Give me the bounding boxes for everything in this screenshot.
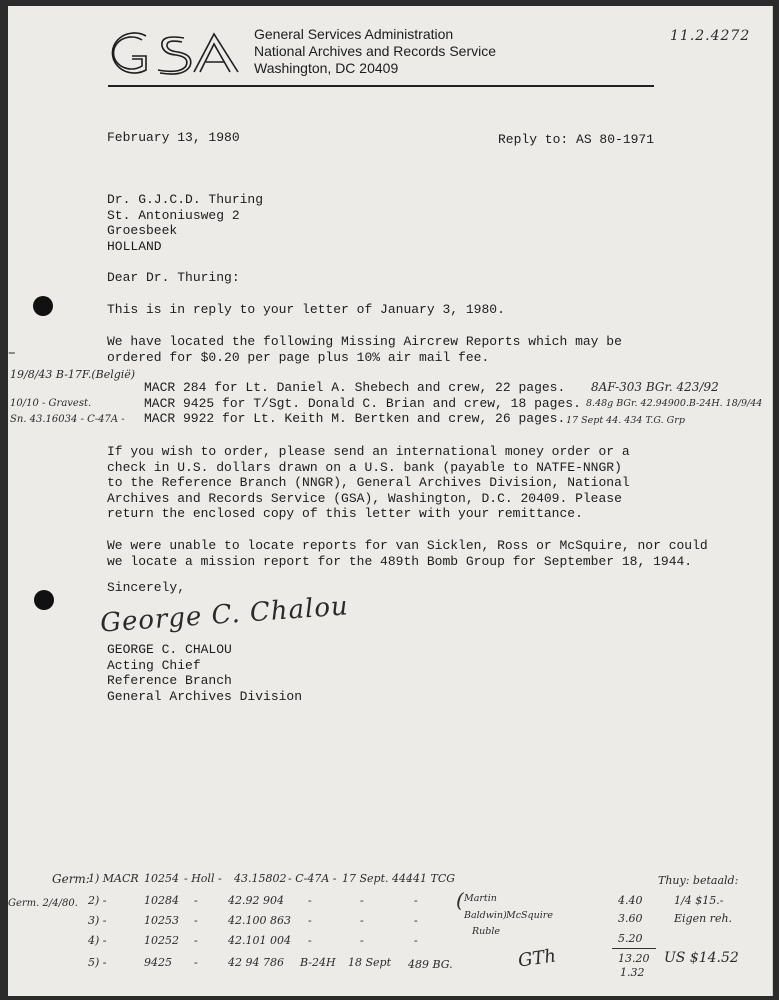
report-item: MACR 9922 for Lt. Keith M. Bertken and crew, 26 pages.	[144, 411, 566, 426]
margin-note: Sn. 43.16034 - C-47A -	[10, 414, 125, 425]
table-cell: -	[308, 914, 312, 927]
table-cell: -	[308, 894, 312, 907]
gsa-logo-icon	[106, 28, 242, 78]
crew-name: McSquire	[506, 910, 553, 921]
letter-date: February 13, 1980	[107, 130, 240, 145]
salutation: Dear Dr. Thuring:	[107, 270, 240, 285]
table-cell: -	[360, 934, 364, 947]
address-line: Groesbeek	[107, 223, 178, 238]
address-line: St. Antoniusweg 2	[107, 207, 240, 223]
margin-dash: –	[8, 343, 16, 361]
margin-note: 17 Sept 44. 434 T.G. Grp	[566, 415, 685, 426]
paragraph-unable-to-locate	[107, 538, 708, 569]
table-cell: 18 Sept	[348, 956, 392, 969]
table-cell: -	[194, 956, 198, 969]
file-reference-note: 11.2.4272	[670, 28, 751, 44]
table-cell: -	[414, 934, 418, 947]
table-cell: 10253	[144, 914, 179, 927]
table-cell: -	[194, 894, 198, 907]
crew-name: Baldwin)	[464, 910, 507, 921]
amount: 4.40	[618, 894, 643, 907]
table-cell: 9425	[144, 956, 172, 969]
margin-note: 8AF-303 BGr. 423/92	[591, 380, 719, 394]
amount-fee: 1.32	[620, 966, 645, 979]
paragraph-located	[107, 334, 622, 365]
signer-line: Reference Branch	[107, 673, 232, 688]
table-cell: 1) MACR	[88, 872, 139, 885]
table-cell: 10254	[144, 872, 179, 885]
table-cell: 489 BG.	[408, 958, 453, 971]
table-cell: 10252	[144, 934, 179, 947]
paragraph-line: check in U.S. dollars drawn on a U.S. bank (payable to NATFE-NNGR)	[107, 459, 622, 475]
paragraph-line: We have located the following Missing Aircrew Reports which may be	[107, 334, 622, 349]
reply-to-reference: Reply to: AS 80-1971	[498, 132, 655, 147]
margin-note: 19/8/43 B-17F.(België)	[10, 368, 136, 381]
table-cell: -	[194, 934, 198, 947]
table-cell: 42 94 786	[228, 956, 284, 969]
punch-hole-bottom	[34, 590, 54, 610]
address-line: HOLLAND	[107, 238, 162, 254]
table-cell: -	[360, 894, 364, 907]
margin-note: 10/10 - Gravest.	[10, 398, 92, 409]
table-cell: -	[414, 914, 418, 927]
amount: 3.60	[618, 912, 643, 925]
table-cell: B-24H	[300, 956, 336, 969]
report-item: MACR 284 for Lt. Daniel A. Shebech and crew, 22 pages.	[144, 380, 566, 395]
signer-block	[107, 642, 302, 704]
punch-hole-top	[33, 296, 53, 316]
amount: 5.20	[618, 932, 643, 945]
table-cell: 3) -	[88, 914, 107, 927]
agency-subname: National Archives and Records Service	[254, 43, 497, 59]
signer-line: General Archives Division	[107, 688, 303, 704]
table-cell: -	[308, 934, 312, 947]
signature: George C. Chalou	[99, 591, 350, 639]
paragraph-line: ordered for $0.20 per page plus 10% air mail fee.	[107, 349, 490, 365]
paragraph-line: We were unable to locate reports for van Sicklen, Ross or McSquire, nor could	[107, 538, 708, 553]
header-rule	[108, 85, 654, 87]
paragraph-line: return the enclosed copy of this letter with your remittance.	[107, 506, 583, 521]
table-cell: - Holl -	[184, 872, 222, 885]
amount-total: 13.20	[618, 952, 650, 965]
address-line: Dr. G.J.C.D. Thuring	[107, 192, 264, 207]
paragraph-line: Archives and Records Service (GSA), Washington, D.C. 20409. Please	[107, 490, 622, 506]
table-label: Germ. 2/4/80.	[8, 898, 78, 909]
table-cell: 43.15802	[234, 872, 287, 885]
table-cell: 42.92 904	[228, 894, 284, 907]
paragraph-order-instructions	[107, 444, 630, 522]
paragraph-intro: This is in reply to your letter of January 3, 1980.	[107, 302, 505, 317]
table-cell: 42.100 863	[228, 914, 291, 927]
table-cell: 5) -	[88, 956, 107, 969]
payment-note: 1/4 $15.-	[674, 894, 724, 907]
table-cell: - C-47A -	[288, 872, 337, 885]
table-cell: 4) -	[88, 934, 107, 947]
table-cell: 42.101 004	[228, 934, 291, 947]
handwritten-macr-table	[88, 872, 468, 982]
closing: Sincerely,	[107, 580, 186, 595]
crew-name: Ruble	[472, 926, 501, 937]
payment-note: Thuy: betaald:	[658, 874, 739, 887]
signer-line: Acting Chief	[107, 657, 201, 673]
table-cell: 441 TCG	[406, 872, 456, 885]
table-cell: 10284	[144, 894, 179, 907]
agency-address: Washington, DC 20409	[254, 60, 399, 76]
table-cell: 2) -	[88, 894, 107, 907]
crew-name: Martin	[464, 893, 497, 904]
margin-note: 8.48g BGr. 42.94900.B-24H. 18/9/44	[586, 398, 763, 409]
payment-note: Eigen reh.	[674, 912, 733, 925]
table-cell: -	[194, 914, 198, 927]
report-item: MACR 9425 for T/Sgt. Donald C. Brian and crew, 18 pages.	[144, 395, 581, 411]
paragraph-line: we locate a mission report for the 489th Bomb Group for September 18, 1944.	[107, 553, 693, 569]
bracket-mark: (	[456, 888, 464, 912]
initials-mark: GTh	[516, 945, 558, 972]
table-cell: -	[360, 914, 364, 927]
table-label: Germ:	[52, 872, 90, 886]
agency-name: General Services Administration	[254, 26, 454, 42]
sum-rule	[612, 948, 656, 949]
paragraph-line: to the Reference Branch (NNGR), General Archives Division, National	[107, 475, 630, 490]
recipient-address	[107, 192, 263, 254]
paragraph-line: If you wish to order, please send an international money order or a	[107, 444, 630, 459]
table-cell: 17 Sept. 44.	[342, 872, 410, 885]
signer-line: GEORGE C. CHALOU	[107, 642, 232, 657]
table-cell: -	[414, 894, 418, 907]
macr-report-list	[144, 380, 581, 427]
payment-total-note: US $14.52	[664, 950, 739, 966]
